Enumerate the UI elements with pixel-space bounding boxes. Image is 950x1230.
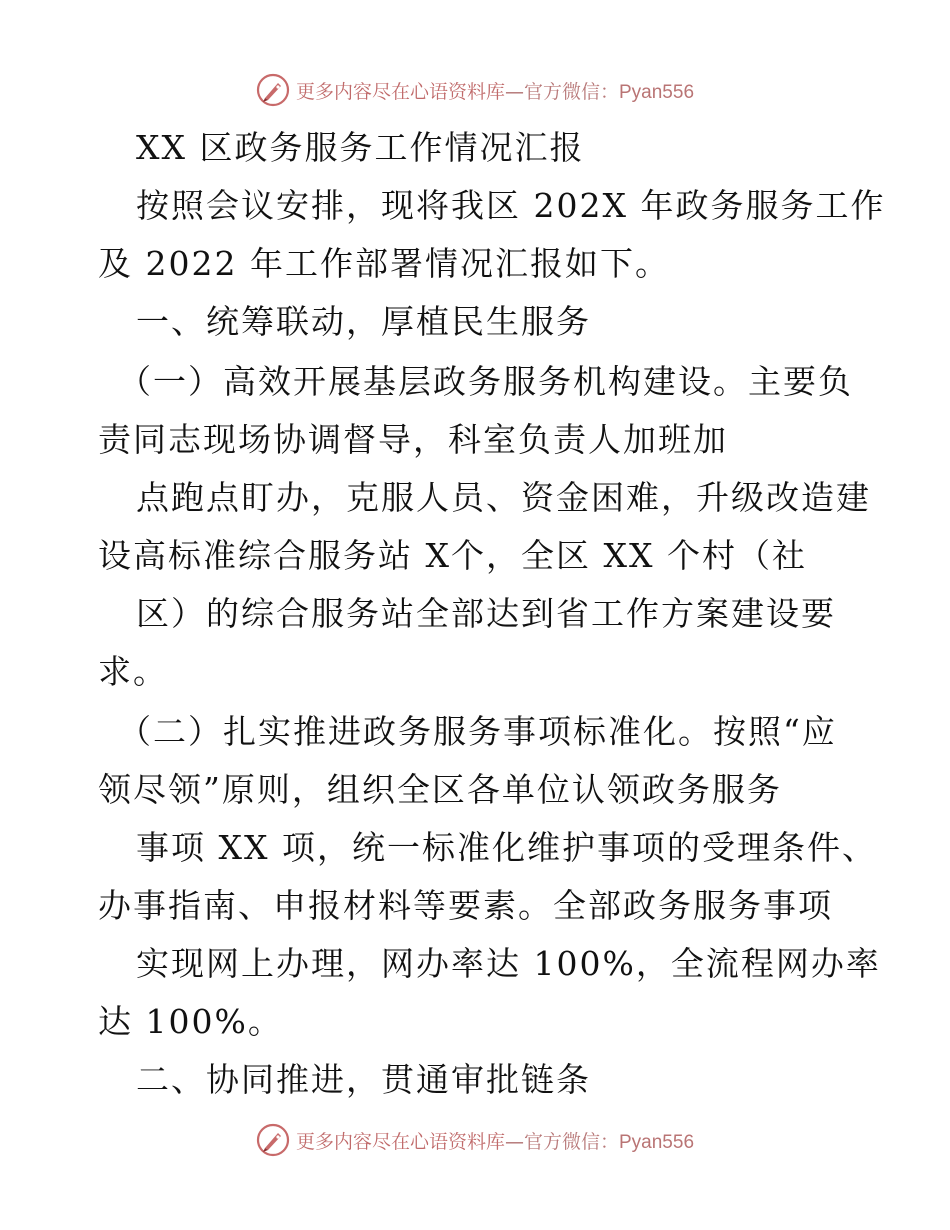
watermark-wechat-id: Pyan556 — [619, 1131, 695, 1153]
watermark-text — [296, 1127, 694, 1154]
paragraph-line: 领尽领”原则，组织全区各单位认领政务服务 — [98, 770, 782, 809]
pen-nib-logo-icon — [256, 73, 290, 107]
paragraph-line: 事项 XX 项，统一标准化维护事项的受理条件、 — [136, 828, 877, 867]
paragraph-line: 求。 — [98, 652, 168, 691]
watermark-wechat-id: Pyan556 — [619, 81, 695, 103]
watermark-wechat-label: 官方微信： — [523, 1130, 619, 1153]
watermark-separator: — — [504, 1130, 524, 1153]
watermark-separator: — — [504, 80, 524, 103]
paragraph-line: 实现网上办理，网办率达 100%，全流程网办率 — [136, 944, 881, 983]
section-heading: 二、协同推进，贯通审批链条 — [136, 1060, 591, 1099]
watermark-banner-bottom — [0, 1120, 950, 1160]
subsection-heading: （二）扎实推进政务服务事项标准化。按照“应 — [118, 712, 837, 751]
watermark-main-text: 更多内容尽在心语资料库 — [295, 80, 505, 103]
paragraph-line: 区）的综合服务站全部达到省工作方案建设要 — [136, 594, 836, 633]
pen-nib-logo-icon — [256, 1123, 290, 1157]
paragraph-line: 办事指南、申报材料等要素。全部政务服务事项 — [98, 886, 833, 925]
section-heading: 一、统筹联动，厚植民生服务 — [136, 302, 591, 341]
watermark-banner-top — [0, 70, 950, 110]
paragraph-line: 达 100%。 — [98, 1002, 283, 1041]
watermark-main-text: 更多内容尽在心语资料库 — [295, 1130, 505, 1153]
paragraph-line: 责同志现场协调督导，科室负责人加班加 — [98, 420, 728, 459]
paragraph-line: 按照会议安排，现将我区 202X 年政务服务工作 — [136, 186, 886, 225]
paragraph-line: 及 2022 年工作部署情况汇报如下。 — [98, 244, 670, 283]
watermark-wechat-label: 官方微信： — [523, 80, 619, 103]
subsection-heading: （一）高效开展基层政务服务机构建设。主要负 — [118, 362, 853, 401]
watermark-text — [296, 77, 694, 104]
document-title: XX 区政务服务工作情况汇报 — [136, 128, 585, 167]
paragraph-line: 设高标准综合服务站 X个，全区 XX 个村（社 — [98, 536, 807, 575]
paragraph-line: 点跑点盯办，克服人员、资金困难，升级改造建 — [136, 478, 871, 517]
